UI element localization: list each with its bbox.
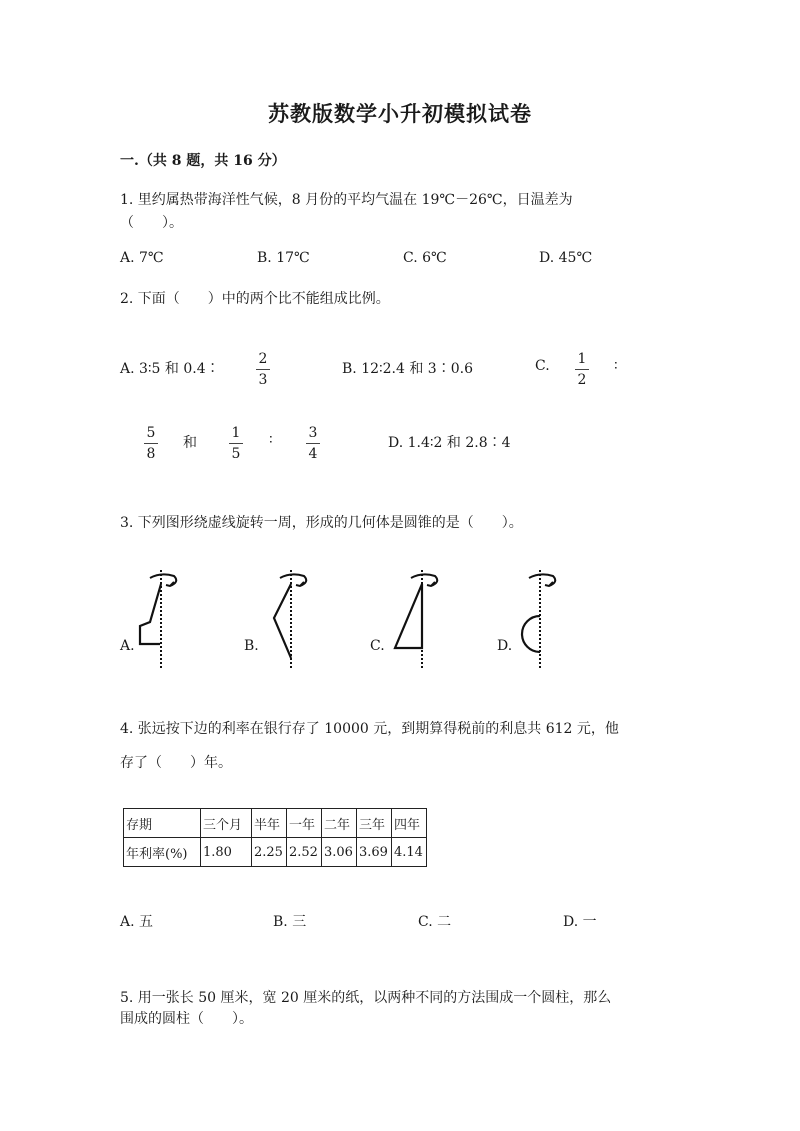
q3-option-b-label: B. [244, 638, 259, 654]
table-header-cell: 三年 [357, 809, 392, 838]
rotation-arrow-icon [150, 574, 176, 586]
fraction-bar [144, 443, 158, 444]
table-row [124, 838, 427, 867]
q4-option-d: D. 一 [563, 914, 597, 930]
table-cell: 3.06 [322, 838, 357, 867]
q1-option-c: C. 6℃ [403, 250, 447, 266]
q3-option-d-label: D. [497, 638, 513, 654]
q2-option-c-fraction-4 [306, 426, 320, 461]
table-cell: 4.14 [392, 838, 427, 867]
fraction-denominator: 2 [577, 372, 587, 388]
fraction-denominator: 3 [258, 372, 268, 388]
fraction-bar [575, 369, 589, 370]
figure-c-shape [395, 568, 445, 670]
q4-option-a: A. 五 [120, 914, 154, 930]
q3-option-c-label: C. [370, 638, 385, 654]
fraction-numerator: 3 [308, 425, 318, 441]
q4-option-c: C. 二 [418, 914, 452, 930]
table-header-cell: 二年 [322, 809, 357, 838]
q4-stem-line1: 4. 张远按下边的利率在银行存了 10000 元，到期算得税前的利息共 612 元，他 [120, 721, 619, 737]
table-header-cell: 四年 [392, 809, 427, 838]
figure-c-outline [395, 584, 422, 648]
fraction-numerator: 5 [146, 425, 156, 441]
figure-b-shape [270, 568, 320, 670]
q2-option-b: B. 12∶2.4 和 3∶0.6 [342, 361, 473, 377]
q1-option-d: D. 45℃ [539, 250, 593, 266]
q2-option-c-label: C. [535, 358, 550, 374]
interest-rate-table [123, 808, 427, 867]
q2-option-c-fraction-2 [144, 426, 158, 461]
table-cell: 1.80 [201, 838, 252, 867]
table-cell: 3.69 [357, 838, 392, 867]
table-header-cell: 一年 [287, 809, 322, 838]
figure-b-outline [274, 584, 291, 658]
rotation-arrow-icon [280, 574, 306, 586]
q2-stem: 2. 下面（ ）中的两个比不能组成比例。 [120, 291, 390, 307]
ratio-colon: ∶ [614, 358, 618, 374]
table-header-cell: 半年 [252, 809, 287, 838]
q4-option-b: B. 三 [273, 914, 307, 930]
figure-d-shape [514, 568, 564, 670]
fraction-denominator: 5 [231, 446, 241, 462]
q2-option-a-fraction [256, 352, 270, 387]
q2-option-a-text: A. 3∶5 和 0.4∶ [120, 361, 220, 377]
fraction-denominator: 8 [146, 446, 156, 462]
q2-option-c-fraction-1 [575, 352, 589, 387]
ratio-colon: ∶ [269, 432, 273, 448]
q1-option-a: A. 7℃ [120, 250, 164, 266]
fraction-bar [229, 443, 243, 444]
q3-option-a-label: A. [120, 638, 135, 654]
fraction-numerator: 1 [231, 425, 241, 441]
figure-a-shape [140, 568, 190, 670]
page-title: 苏教版数学小升初模拟试卷 [268, 101, 532, 126]
rotation-arrow-icon [411, 574, 437, 586]
q4-stem-line2: 存了（ ）年。 [120, 755, 232, 771]
q2-option-d: D. 1.4∶2 和 2.8∶4 [388, 435, 511, 451]
fraction-bar [306, 443, 320, 444]
figure-d-outline [522, 616, 540, 652]
table-cell: 2.25 [252, 838, 287, 867]
q2-option-c-fraction-3 [229, 426, 243, 461]
figure-a-outline [140, 584, 161, 644]
section-heading: 一.（共 8 题，共 16 分） [120, 153, 286, 169]
table-row [124, 809, 427, 838]
q2-option-c-and: 和 [183, 435, 197, 451]
table-cell: 年利率(%) [124, 838, 201, 867]
q1-stem-line2: （ ）。 [120, 215, 183, 231]
fraction-denominator: 4 [308, 446, 318, 462]
table-cell: 2.52 [287, 838, 322, 867]
fraction-numerator: 2 [258, 351, 268, 367]
table-header-cell: 三个月 [201, 809, 252, 838]
q1-option-b: B. 17℃ [257, 250, 310, 266]
fraction-numerator: 1 [577, 351, 587, 367]
q5-stem-line2: 围成的圆柱（ ）。 [120, 1011, 253, 1027]
q1-stem-line1: 1. 里约属热带海洋性气候，8 月份的平均气温在 19℃－26℃，日温差为 [120, 192, 573, 208]
fraction-bar [256, 369, 270, 370]
rotation-arrow-icon [529, 574, 555, 586]
q5-stem-line1: 5. 用一张长 50 厘米，宽 20 厘米的纸，以两种不同的方法围成一个圆柱，那么 [120, 990, 612, 1006]
table-header-cell: 存期 [124, 809, 201, 838]
q3-stem: 3. 下列图形绕虚线旋转一周，形成的几何体是圆锥的是（ ）。 [120, 515, 523, 531]
